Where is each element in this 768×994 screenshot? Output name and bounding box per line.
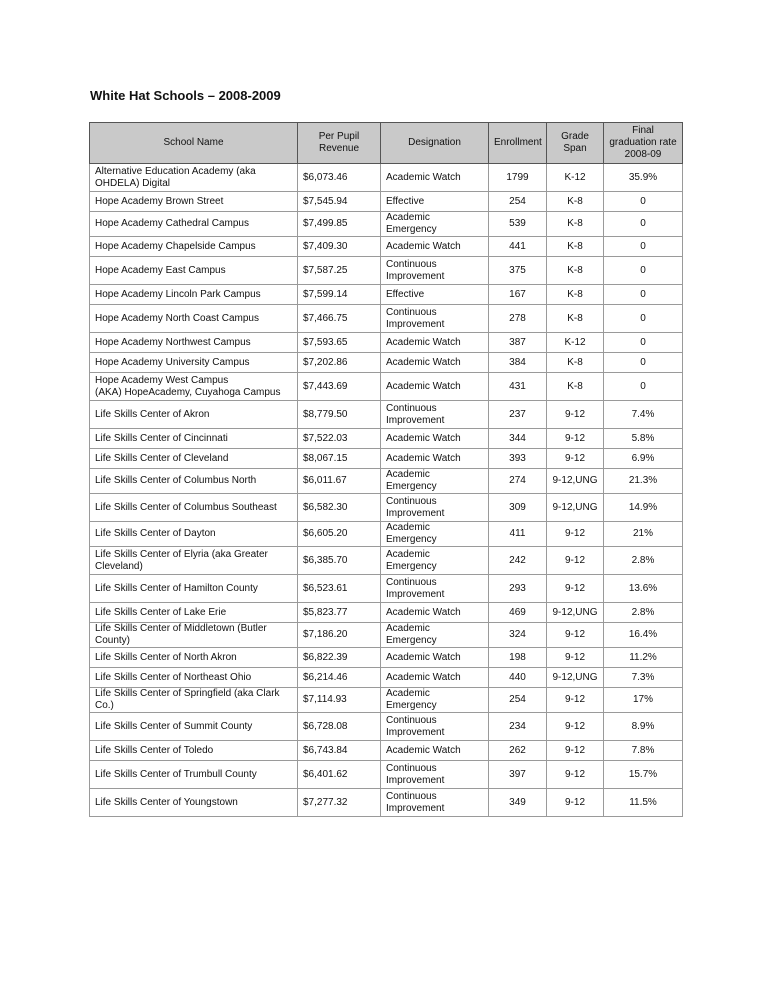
cell-designation: Continuous Improvement [381,713,489,741]
table-row [90,164,683,192]
cell-grade-span: 9-12 [547,429,604,449]
cell-school-name: Hope Academy Northwest Campus [90,333,298,353]
cell-school-name: Hope Academy West Campus (AKA) HopeAcademy, Cuyahoga Campus [90,373,298,401]
table-body [90,164,683,817]
cell-per-pupil-revenue: $6,401.62 [298,761,381,789]
cell-school-name: Hope Academy Chapelside Campus [90,237,298,257]
table-row [90,761,683,789]
cell-grade-span: K-8 [547,353,604,373]
table-row [90,789,683,817]
cell-per-pupil-revenue: $7,443.69 [298,373,381,401]
cell-graduation-rate: 0 [604,305,683,333]
cell-graduation-rate: 7.3% [604,668,683,688]
cell-grade-span: 9-12 [547,449,604,469]
cell-enrollment: 469 [489,603,547,623]
cell-school-name: Life Skills Center of Lake Erie [90,603,298,623]
cell-grade-span: 9-12 [547,522,604,547]
cell-per-pupil-revenue: $6,214.46 [298,668,381,688]
cell-graduation-rate: 2.8% [604,547,683,575]
cell-per-pupil-revenue: $6,385.70 [298,547,381,575]
cell-designation: Academic Emergency [381,547,489,575]
cell-grade-span: K-8 [547,373,604,401]
schools-table [89,122,683,817]
cell-grade-span: 9-12 [547,575,604,603]
cell-grade-span: K-12 [547,333,604,353]
cell-enrollment: 441 [489,237,547,257]
cell-school-name: Life Skills Center of Cincinnati [90,429,298,449]
table-row [90,212,683,237]
cell-enrollment: 393 [489,449,547,469]
cell-grade-span: 9-12,UNG [547,469,604,494]
cell-graduation-rate: 11.5% [604,789,683,817]
cell-grade-span: K-8 [547,305,604,333]
page-title: White Hat Schools – 2008-2009 [90,88,281,103]
cell-designation: Academic Emergency [381,469,489,494]
column-header-enrollment: Enrollment [489,123,547,164]
cell-per-pupil-revenue: $7,599.14 [298,285,381,305]
cell-school-name: Life Skills Center of Elyria (aka Greater Cleveland) [90,547,298,575]
cell-designation: Continuous Improvement [381,401,489,429]
cell-designation: Continuous Improvement [381,305,489,333]
cell-designation: Academic Emergency [381,623,489,648]
cell-grade-span: 9-12 [547,401,604,429]
cell-enrollment: 387 [489,333,547,353]
cell-graduation-rate: 14.9% [604,494,683,522]
cell-graduation-rate: 13.6% [604,575,683,603]
cell-enrollment: 242 [489,547,547,575]
cell-school-name: Life Skills Center of Youngstown [90,789,298,817]
cell-per-pupil-revenue: $7,466.75 [298,305,381,333]
cell-designation: Continuous Improvement [381,257,489,285]
cell-designation: Academic Watch [381,353,489,373]
table-row [90,333,683,353]
cell-enrollment: 237 [489,401,547,429]
cell-graduation-rate: 35.9% [604,164,683,192]
cell-per-pupil-revenue: $7,277.32 [298,789,381,817]
cell-school-name: Life Skills Center of Columbus North [90,469,298,494]
cell-designation: Effective [381,285,489,305]
table-row [90,401,683,429]
cell-enrollment: 167 [489,285,547,305]
cell-designation: Academic Watch [381,603,489,623]
cell-grade-span: K-8 [547,212,604,237]
cell-grade-span: K-8 [547,237,604,257]
table-row [90,522,683,547]
cell-enrollment: 344 [489,429,547,449]
cell-graduation-rate: 21.3% [604,469,683,494]
cell-enrollment: 375 [489,257,547,285]
table-row [90,494,683,522]
table-row [90,741,683,761]
cell-graduation-rate: 5.8% [604,429,683,449]
cell-designation: Academic Watch [381,333,489,353]
cell-enrollment: 274 [489,469,547,494]
cell-per-pupil-revenue: $7,202.86 [298,353,381,373]
cell-enrollment: 293 [489,575,547,603]
cell-grade-span: 9-12 [547,741,604,761]
table-row [90,257,683,285]
cell-designation: Academic Emergency [381,212,489,237]
cell-grade-span: K-8 [547,285,604,305]
table-row [90,547,683,575]
cell-designation: Academic Watch [381,741,489,761]
cell-per-pupil-revenue: $7,587.25 [298,257,381,285]
cell-grade-span: 9-12,UNG [547,668,604,688]
table-row [90,192,683,212]
cell-graduation-rate: 0 [604,285,683,305]
cell-per-pupil-revenue: $6,523.61 [298,575,381,603]
cell-grade-span: 9-12 [547,648,604,668]
cell-graduation-rate: 0 [604,353,683,373]
cell-per-pupil-revenue: $6,822.39 [298,648,381,668]
cell-grade-span: K-8 [547,192,604,212]
table-row [90,688,683,713]
table-row [90,668,683,688]
cell-enrollment: 324 [489,623,547,648]
cell-school-name: Alternative Education Academy (aka OHDELA) Digital [90,164,298,192]
cell-school-name: Hope Academy Lincoln Park Campus [90,285,298,305]
cell-graduation-rate: 16.4% [604,623,683,648]
cell-graduation-rate: 0 [604,212,683,237]
cell-enrollment: 254 [489,688,547,713]
column-header-per-pupil-revenue: Per Pupil Revenue [298,123,381,164]
cell-designation: Continuous Improvement [381,789,489,817]
column-header-graduation-rate: Final graduation rate 2008-09 [604,123,683,164]
cell-school-name: Hope Academy Cathedral Campus [90,212,298,237]
cell-enrollment: 262 [489,741,547,761]
cell-graduation-rate: 0 [604,257,683,285]
table-row [90,623,683,648]
cell-graduation-rate: 7.8% [604,741,683,761]
cell-enrollment: 384 [489,353,547,373]
cell-graduation-rate: 0 [604,373,683,401]
cell-enrollment: 278 [489,305,547,333]
cell-designation: Effective [381,192,489,212]
table-row [90,575,683,603]
cell-enrollment: 539 [489,212,547,237]
cell-per-pupil-revenue: $6,743.84 [298,741,381,761]
cell-grade-span: 9-12 [547,688,604,713]
cell-enrollment: 309 [489,494,547,522]
cell-designation: Academic Watch [381,164,489,192]
table-row [90,237,683,257]
cell-school-name: Life Skills Center of Toledo [90,741,298,761]
column-header-grade-span: Grade Span [547,123,604,164]
cell-grade-span: 9-12 [547,623,604,648]
cell-grade-span: K-12 [547,164,604,192]
cell-school-name: Life Skills Center of Summit County [90,713,298,741]
cell-school-name: Life Skills Center of Middletown (Butler County) [90,623,298,648]
cell-school-name: Life Skills Center of Northeast Ohio [90,668,298,688]
cell-designation: Academic Emergency [381,522,489,547]
cell-per-pupil-revenue: $8,779.50 [298,401,381,429]
cell-grade-span: 9-12,UNG [547,494,604,522]
cell-grade-span: 9-12 [547,789,604,817]
cell-graduation-rate: 11.2% [604,648,683,668]
cell-designation: Continuous Improvement [381,761,489,789]
cell-graduation-rate: 0 [604,237,683,257]
cell-school-name: Hope Academy Brown Street [90,192,298,212]
cell-grade-span: 9-12,UNG [547,603,604,623]
table-row [90,469,683,494]
cell-enrollment: 254 [489,192,547,212]
cell-school-name: Hope Academy University Campus [90,353,298,373]
cell-per-pupil-revenue: $7,593.65 [298,333,381,353]
table-row [90,373,683,401]
cell-grade-span: K-8 [547,257,604,285]
cell-school-name: Life Skills Center of Dayton [90,522,298,547]
table-row [90,713,683,741]
cell-graduation-rate: 17% [604,688,683,713]
table-row [90,603,683,623]
cell-school-name: Life Skills Center of Springfield (aka Clark Co.) [90,688,298,713]
cell-school-name: Life Skills Center of Akron [90,401,298,429]
cell-per-pupil-revenue: $7,114.93 [298,688,381,713]
cell-designation: Academic Watch [381,373,489,401]
table-header-row [90,123,683,164]
cell-graduation-rate: 6.9% [604,449,683,469]
column-header-designation: Designation [381,123,489,164]
table-row [90,449,683,469]
cell-graduation-rate: 2.8% [604,603,683,623]
cell-per-pupil-revenue: $6,728.08 [298,713,381,741]
cell-enrollment: 349 [489,789,547,817]
cell-grade-span: 9-12 [547,761,604,789]
cell-per-pupil-revenue: $7,499.85 [298,212,381,237]
cell-school-name: Life Skills Center of Hamilton County [90,575,298,603]
cell-graduation-rate: 0 [604,333,683,353]
table-row [90,353,683,373]
cell-enrollment: 431 [489,373,547,401]
cell-per-pupil-revenue: $5,823.77 [298,603,381,623]
cell-enrollment: 397 [489,761,547,789]
cell-per-pupil-revenue: $8,067.15 [298,449,381,469]
cell-per-pupil-revenue: $6,073.46 [298,164,381,192]
cell-enrollment: 411 [489,522,547,547]
cell-enrollment: 234 [489,713,547,741]
cell-graduation-rate: 7.4% [604,401,683,429]
cell-per-pupil-revenue: $7,545.94 [298,192,381,212]
cell-designation: Continuous Improvement [381,494,489,522]
cell-designation: Academic Watch [381,449,489,469]
cell-designation: Continuous Improvement [381,575,489,603]
cell-school-name: Life Skills Center of Cleveland [90,449,298,469]
cell-school-name: Life Skills Center of North Akron [90,648,298,668]
cell-enrollment: 198 [489,648,547,668]
cell-per-pupil-revenue: $6,605.20 [298,522,381,547]
cell-per-pupil-revenue: $7,522.03 [298,429,381,449]
table-row [90,429,683,449]
cell-per-pupil-revenue: $7,186.20 [298,623,381,648]
table-row [90,305,683,333]
cell-designation: Academic Watch [381,429,489,449]
cell-grade-span: 9-12 [547,547,604,575]
cell-graduation-rate: 15.7% [604,761,683,789]
cell-per-pupil-revenue: $6,582.30 [298,494,381,522]
cell-enrollment: 1799 [489,164,547,192]
cell-graduation-rate: 0 [604,192,683,212]
cell-graduation-rate: 21% [604,522,683,547]
cell-enrollment: 440 [489,668,547,688]
table-row [90,648,683,668]
column-header-school-name: School Name [90,123,298,164]
cell-designation: Academic Emergency [381,688,489,713]
cell-grade-span: 9-12 [547,713,604,741]
cell-per-pupil-revenue: $6,011.67 [298,469,381,494]
cell-designation: Academic Watch [381,668,489,688]
cell-graduation-rate: 8.9% [604,713,683,741]
cell-designation: Academic Watch [381,237,489,257]
cell-per-pupil-revenue: $7,409.30 [298,237,381,257]
cell-school-name: Life Skills Center of Columbus Southeast [90,494,298,522]
cell-school-name: Hope Academy East Campus [90,257,298,285]
cell-school-name: Hope Academy North Coast Campus [90,305,298,333]
table-row [90,285,683,305]
cell-school-name: Life Skills Center of Trumbull County [90,761,298,789]
cell-designation: Academic Watch [381,648,489,668]
